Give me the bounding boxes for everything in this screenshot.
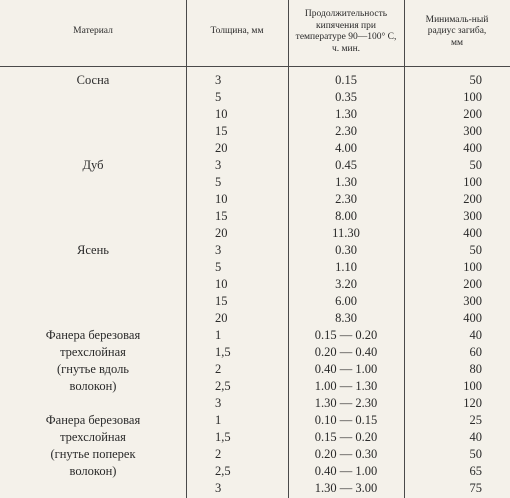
- cell-radius: 50: [469, 73, 482, 87]
- cell-radius: 100: [463, 175, 482, 189]
- cell-duration: 1.30 — 2.30: [314, 396, 378, 410]
- cell-thickness: 3: [215, 481, 222, 495]
- cell-material: трехслойная: [60, 430, 126, 444]
- table-row: [0, 106, 510, 123]
- table-row: [0, 412, 510, 429]
- table-row: [0, 242, 510, 259]
- cell-thickness: 1: [215, 328, 222, 342]
- table-row: [0, 327, 510, 344]
- cell-thickness: 15: [215, 124, 228, 138]
- table-row: [0, 72, 510, 89]
- cell-radius: 50: [469, 447, 482, 461]
- cell-thickness: 3: [215, 158, 222, 172]
- cell-duration: 0.45: [335, 158, 357, 172]
- table-row: [0, 123, 510, 140]
- cell-material: Дуб: [82, 158, 104, 172]
- cell-thickness: 2: [215, 362, 222, 376]
- header-thickness: [186, 2, 288, 62]
- cell-duration: 2.30: [335, 124, 357, 138]
- cell-radius: 400: [463, 311, 482, 325]
- cell-duration: 8.30: [335, 311, 357, 325]
- cell-duration: 11.30: [332, 226, 360, 240]
- table-row: [0, 191, 510, 208]
- cell-radius: 75: [469, 481, 482, 495]
- cell-thickness: 10: [215, 192, 228, 206]
- cell-radius: 50: [469, 243, 482, 257]
- cell-duration: 0.40 — 1.00: [314, 464, 378, 478]
- cell-duration: 0.15: [335, 73, 357, 87]
- table-row: [0, 361, 510, 378]
- table-row: [0, 225, 510, 242]
- cell-duration: 1.30 — 3.00: [314, 481, 378, 495]
- cell-duration: 2.30: [335, 192, 357, 206]
- cell-material: Сосна: [76, 73, 110, 87]
- table-row: [0, 89, 510, 106]
- cell-thickness: 3: [215, 396, 222, 410]
- cell-radius: 400: [463, 141, 482, 155]
- cell-radius: 60: [469, 345, 482, 359]
- cell-material: (гнутье вдоль: [56, 362, 130, 376]
- cell-thickness: 2: [215, 447, 222, 461]
- table-row: [0, 310, 510, 327]
- cell-radius: 50: [469, 158, 482, 172]
- cell-radius: 40: [469, 430, 482, 444]
- cell-thickness: 15: [215, 209, 228, 223]
- table-row: [0, 429, 510, 446]
- cell-radius: 400: [463, 226, 482, 240]
- cell-thickness: 5: [215, 260, 222, 274]
- cell-radius: 200: [463, 192, 482, 206]
- cell-radius: 120: [463, 396, 482, 410]
- cell-duration: 8.00: [335, 209, 357, 223]
- cell-duration: 0.30: [335, 243, 357, 257]
- header-thickness-label: Толщина, мм: [210, 26, 264, 37]
- cell-radius: 100: [463, 379, 482, 393]
- cell-thickness: 2,5: [215, 379, 231, 393]
- table-row: [0, 395, 510, 412]
- table-row: [0, 157, 510, 174]
- cell-material: волокон): [69, 464, 117, 478]
- cell-radius: 300: [463, 209, 482, 223]
- cell-duration: 0.15 — 0.20: [314, 430, 378, 444]
- header-duration: [288, 2, 404, 62]
- cell-radius: 40: [469, 328, 482, 342]
- cell-duration: 1.30: [335, 107, 357, 121]
- cell-duration: 0.15 — 0.20: [314, 328, 378, 342]
- table-row: [0, 259, 510, 276]
- cell-material: волокон): [69, 379, 117, 393]
- cell-material: трехслойная: [60, 345, 126, 359]
- cell-duration: 1.00 — 1.30: [314, 379, 378, 393]
- cell-thickness: 1: [215, 413, 222, 427]
- header-divider: [0, 66, 510, 67]
- header-radius: [404, 2, 510, 62]
- cell-thickness: 20: [215, 141, 228, 155]
- cell-radius: 200: [463, 277, 482, 291]
- table-row: [0, 140, 510, 157]
- cell-radius: 80: [469, 362, 482, 376]
- cell-thickness: 10: [215, 107, 228, 121]
- cell-duration: 1.10: [335, 260, 357, 274]
- cell-radius: 300: [463, 294, 482, 308]
- cell-material: Ясень: [77, 243, 109, 257]
- cell-radius: 65: [469, 464, 482, 478]
- header-material: [0, 2, 186, 62]
- cell-duration: 0.20 — 0.40: [314, 345, 378, 359]
- cell-thickness: 3: [215, 243, 222, 257]
- cell-thickness: 2,5: [215, 464, 231, 478]
- cell-duration: 3.20: [335, 277, 357, 291]
- cell-thickness: 20: [215, 311, 228, 325]
- cell-duration: 0.40 — 1.00: [314, 362, 378, 376]
- cell-thickness: 1,5: [215, 345, 231, 359]
- cell-thickness: 15: [215, 294, 228, 308]
- cell-duration: 6.00: [335, 294, 357, 308]
- table-row: [0, 208, 510, 225]
- cell-duration: 0.35: [335, 90, 357, 104]
- table-row: [0, 463, 510, 480]
- cell-thickness: 20: [215, 226, 228, 240]
- cell-duration: 0.20 — 0.30: [314, 447, 378, 461]
- cell-material: (гнутье поперек: [50, 447, 136, 461]
- table-row: [0, 276, 510, 293]
- header-radius-label: Минималь-ный радиус загиба, мм: [425, 14, 489, 48]
- cell-radius: 100: [463, 260, 482, 274]
- table-row: [0, 293, 510, 310]
- cell-material: Фанера березовая: [45, 328, 141, 342]
- cell-thickness: 5: [215, 90, 222, 104]
- cell-radius: 100: [463, 90, 482, 104]
- cell-thickness: 1,5: [215, 430, 231, 444]
- cell-thickness: 10: [215, 277, 228, 291]
- cell-duration: 4.00: [335, 141, 357, 155]
- cell-radius: 25: [469, 413, 482, 427]
- header-material-label: Материал: [73, 26, 113, 37]
- table-row: [0, 480, 510, 497]
- table-row: [0, 174, 510, 191]
- table-row: [0, 344, 510, 361]
- cell-material: Фанера березовая: [45, 413, 141, 427]
- cell-radius: 300: [463, 124, 482, 138]
- cell-duration: 0.10 — 0.15: [314, 413, 378, 427]
- table-row: [0, 446, 510, 463]
- cell-duration: 1.30: [335, 175, 357, 189]
- cell-radius: 200: [463, 107, 482, 121]
- table-row: [0, 378, 510, 395]
- cell-thickness: 3: [215, 73, 222, 87]
- header-duration-label: Продолжительность кипячения при температуре 90—100° С, ч. мин.: [295, 9, 397, 54]
- cell-thickness: 5: [215, 175, 222, 189]
